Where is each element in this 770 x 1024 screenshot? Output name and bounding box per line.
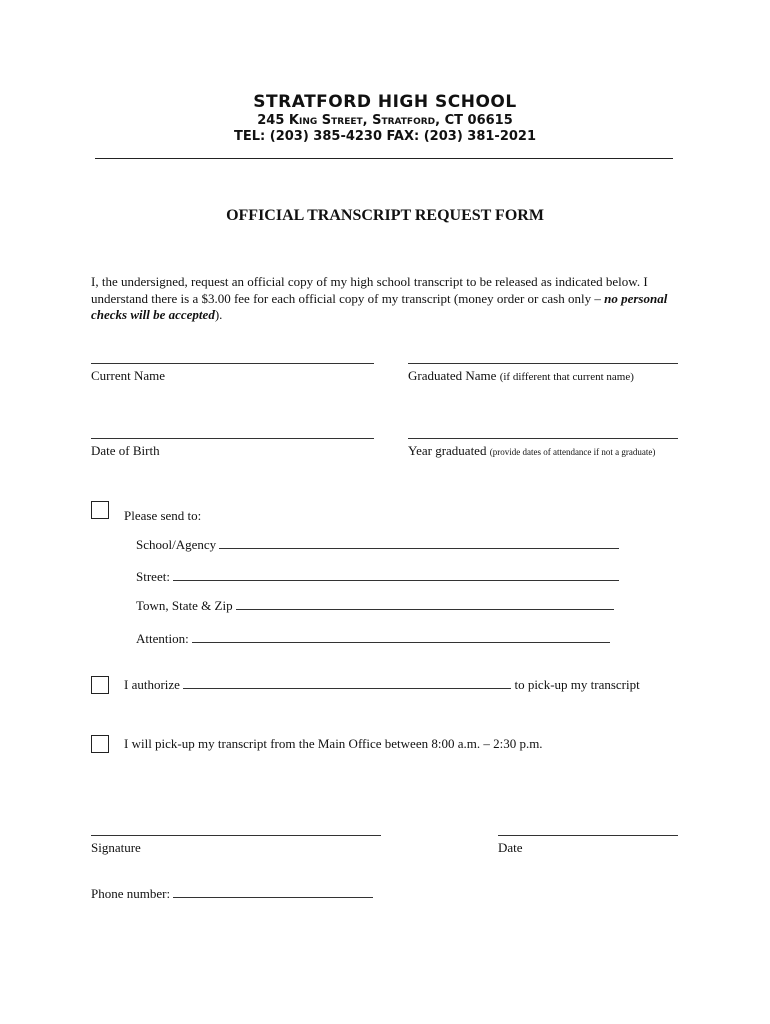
school-address: 245 King Street, Stratford, CT 06615: [257, 113, 513, 128]
date-label: Date: [498, 840, 523, 855]
dob-label: Date of Birth: [91, 443, 160, 458]
school-name: STRATFORD HIGH SCHOOL: [253, 92, 517, 112]
pickup-label: I will pick-up my transcript from the Main Office between 8:00 a.m. – 2:30 p.m.: [124, 736, 543, 751]
send-to-label: Please send to:: [124, 508, 202, 523]
town-state-zip-line[interactable]: [236, 598, 614, 610]
school-phone-fax: TEL: (203) 385-4230 FAX: (203) 381-2021: [234, 129, 536, 144]
street-label: Street:: [136, 569, 170, 584]
graduated-name-note: (if different that current name): [499, 371, 634, 383]
town-state-zip-label: Town, State & Zip: [136, 598, 233, 613]
signature-label: Signature: [91, 840, 141, 855]
town-state-zip-field: [136, 598, 614, 614]
street-line[interactable]: [173, 569, 619, 581]
authorize-name-line[interactable]: [183, 677, 511, 689]
intro-text: I, the undersigned, request an official copy of my high school transcript to be released as indicated below. I understand there is a $3.00 fee for each official copy of my transcript (money order or cash only –: [91, 274, 648, 306]
authorize-label-after: to pick-up my transcript: [514, 677, 640, 692]
phone-label: Phone number:: [91, 886, 171, 901]
year-graduated-text: Year graduated: [408, 443, 487, 458]
graduated-name-label: [408, 368, 634, 384]
year-graduated-line[interactable]: [408, 438, 678, 439]
phone-line[interactable]: [173, 886, 373, 898]
dob-line[interactable]: [91, 438, 374, 439]
authorize-checkbox[interactable]: [91, 676, 109, 694]
graduated-name-text: Graduated Name: [408, 368, 497, 383]
graduated-name-line[interactable]: [408, 363, 678, 364]
school-agency-field: [136, 537, 619, 553]
form-title: OFFICIAL TRANSCRIPT REQUEST FORM: [226, 207, 544, 224]
send-to-checkbox[interactable]: [91, 501, 109, 519]
intro-emphasis: no personal checks will be accepted: [91, 290, 668, 322]
year-graduated-label: [408, 443, 655, 459]
authorize-field: [124, 677, 640, 693]
current-name-label: Current Name: [91, 368, 166, 383]
pickup-checkbox[interactable]: [91, 735, 109, 753]
year-graduated-note: (provide dates of attendance if not a graduate): [489, 447, 656, 457]
attention-field: [136, 631, 610, 647]
street-field: [136, 569, 619, 585]
intro-end: ).: [214, 307, 223, 322]
school-agency-label: School/Agency: [136, 537, 217, 552]
signature-line[interactable]: [91, 835, 381, 836]
attention-line[interactable]: [192, 631, 610, 643]
authorize-label-before: I authorize: [124, 677, 180, 692]
intro-paragraph: [91, 274, 681, 324]
header-divider: [95, 158, 673, 159]
current-name-line[interactable]: [91, 363, 374, 364]
attention-label: Attention:: [136, 631, 189, 646]
date-line[interactable]: [498, 835, 678, 836]
phone-field: [91, 886, 373, 902]
school-agency-line[interactable]: [219, 537, 619, 549]
